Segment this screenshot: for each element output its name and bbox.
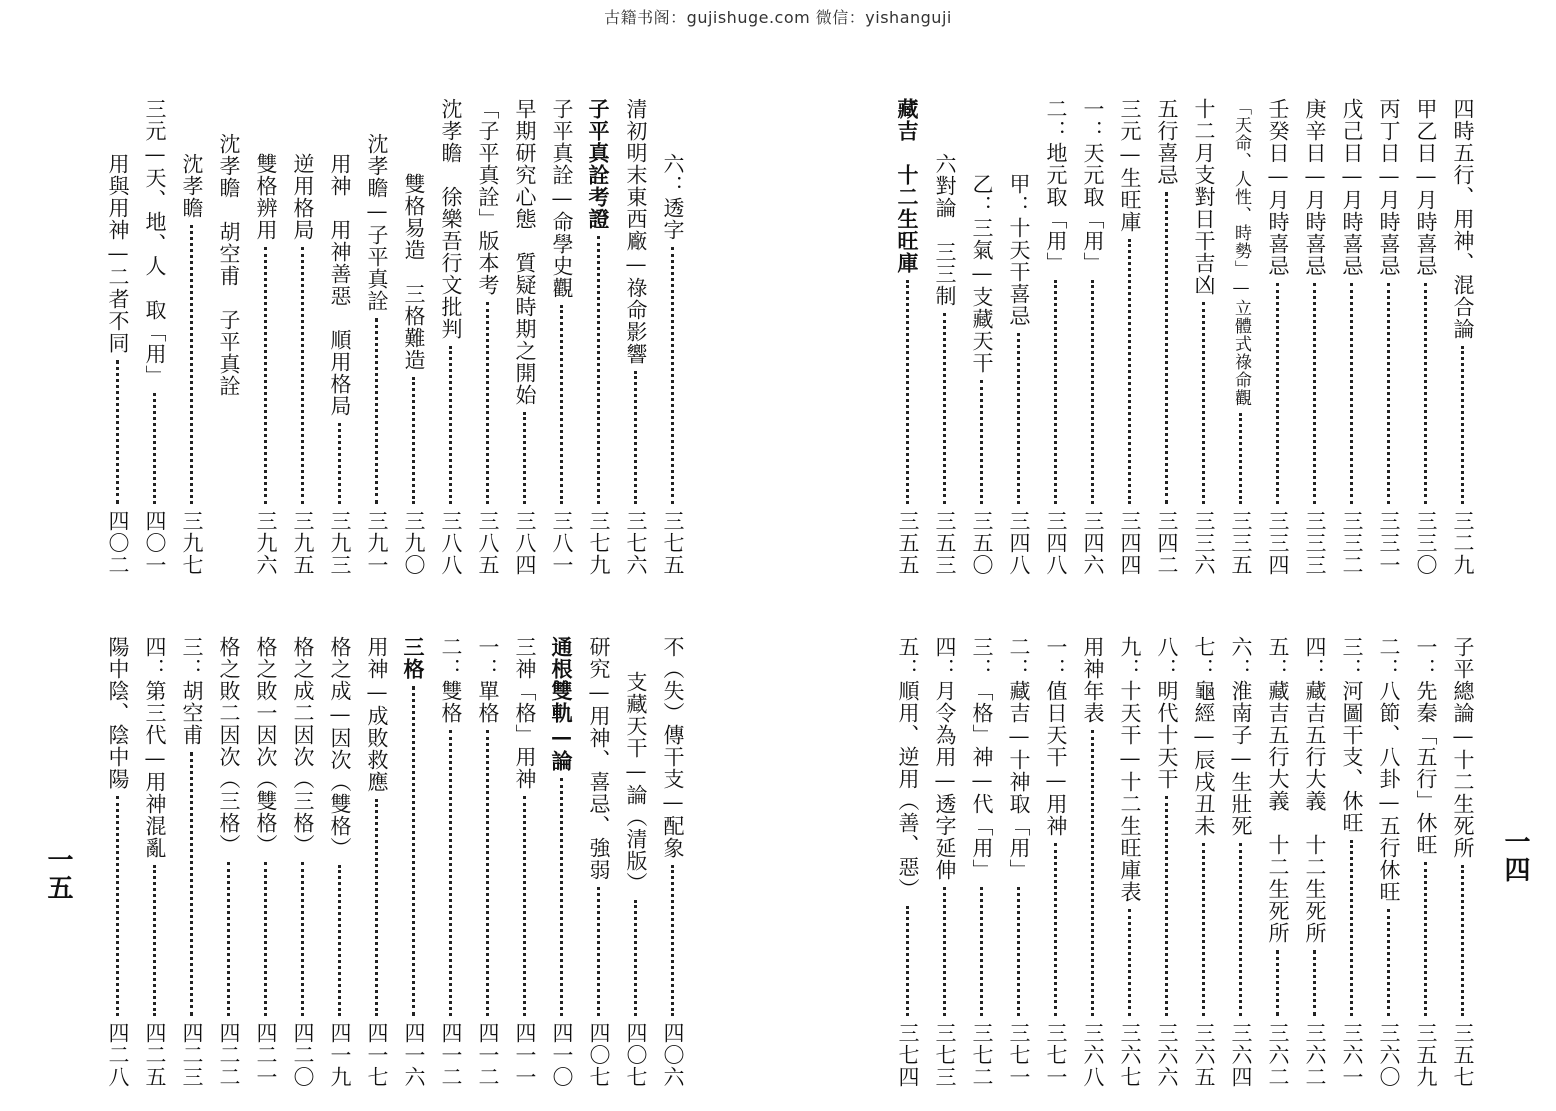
entry-title: 戊己日—月時喜忌: [1340, 98, 1364, 277]
leader-dots: [116, 796, 120, 1016]
toc-entry[interactable]: [586, 636, 611, 1088]
toc-entry[interactable]: [932, 98, 957, 576]
toc-entry[interactable]: [438, 98, 463, 576]
entry-title: 庚辛日—月時喜忌: [1303, 98, 1327, 277]
entry-page: 三六七: [1118, 1022, 1142, 1088]
entry-title: 甲：十天干喜忌: [1007, 173, 1031, 327]
entry-page: 三九六: [254, 510, 278, 576]
toc-entry[interactable]: [364, 98, 389, 576]
leader-dots: [1313, 283, 1317, 504]
leader-dots: [116, 360, 120, 504]
entry-page: 三三三: [1303, 510, 1327, 576]
entry-title: 沈孝瞻 胡空甫 子平真詮: [217, 133, 241, 397]
entry-page: 三四四: [1118, 510, 1142, 576]
toc-entry[interactable]: [475, 636, 500, 1088]
entry-title: 二：藏吉—十神取「用」: [1007, 636, 1031, 881]
leader-dots: [1128, 239, 1132, 504]
entry-title: 七：龜經—辰戌丑未: [1192, 636, 1216, 837]
leader-dots: [634, 900, 638, 1016]
leader-dots: [671, 247, 675, 504]
entry-page: 四一二: [439, 1022, 463, 1088]
entry-title: 逆用格局: [291, 153, 315, 241]
leader-dots: [338, 865, 342, 1016]
toc-entry[interactable]: [1228, 98, 1253, 576]
entry-title: 格之成二因次（三格）: [291, 636, 315, 856]
entry-title: 沈孝瞻: [180, 153, 204, 219]
entry-title: 八：明代十天干: [1155, 636, 1179, 790]
entry-page: 三三六: [1192, 510, 1216, 576]
leader-dots: [375, 799, 379, 1016]
toc-entry[interactable]: [1043, 636, 1068, 1088]
entry-page: 三五七: [1451, 1022, 1475, 1088]
leader-dots: [523, 412, 527, 504]
toc-entry[interactable]: [623, 98, 648, 576]
leader-dots: [1128, 909, 1132, 1016]
toc-entry[interactable]: [401, 636, 426, 1088]
entry-title: 三神「格」用神: [513, 636, 537, 790]
entry-title: 子平真詮—命學史觀: [550, 98, 574, 299]
toc-entry[interactable]: [327, 98, 352, 576]
leader-dots: [1424, 862, 1428, 1016]
entry-page: 三五九: [1414, 1022, 1438, 1088]
entry-title: 五行喜忌: [1155, 98, 1179, 186]
entry-title: 五：順用、逆用（善、惡）: [896, 636, 920, 900]
toc-entry[interactable]: [1043, 98, 1068, 576]
toc-entry[interactable]: [216, 98, 241, 576]
toc-entry[interactable]: [1117, 98, 1142, 576]
entry-title: 清初明末東西廠—祿命影響: [624, 98, 648, 365]
leader-dots: [1165, 192, 1169, 504]
entry-page: 三八八: [439, 510, 463, 576]
entry-title: 四：月令為用—透字延伸: [933, 636, 957, 881]
toc-entry[interactable]: [1413, 636, 1438, 1088]
leader-dots: [449, 730, 453, 1016]
entry-page: 三七六: [624, 510, 648, 576]
entry-title: 沈孝瞻 徐樂吾行文批判: [439, 98, 463, 340]
leader-dots: [486, 730, 490, 1016]
entry-title: 一：單格: [476, 636, 500, 724]
toc-entry[interactable]: [364, 636, 389, 1088]
entry-title: 用神年表: [1081, 636, 1105, 724]
entry-title: 子平總論—十二生死所: [1451, 636, 1475, 859]
toc-entry[interactable]: [895, 636, 920, 1088]
entry-page: 三三一: [1377, 510, 1401, 576]
toc-entry[interactable]: [1413, 98, 1438, 576]
entry-page: 四二一: [254, 1022, 278, 1088]
toc-entry[interactable]: [1228, 636, 1253, 1088]
entry-title: 三元—天、地、人 取「用」: [143, 98, 167, 387]
entry-title: 十二月支對日干吉凶: [1192, 98, 1216, 296]
entry-title: 子平真詮考證: [586, 98, 611, 230]
toc-entry[interactable]: [512, 98, 537, 576]
entry-title: 一：先秦「五行」休旺: [1414, 636, 1438, 856]
leader-dots: [449, 346, 453, 504]
entry-title: 六：淮南子—生壯死: [1229, 636, 1253, 837]
toc-right-top: [860, 98, 1475, 576]
entry-page: 四〇七: [624, 1022, 648, 1088]
entry-title: 一：值日天干—用神: [1044, 636, 1068, 837]
leader-dots: [412, 686, 416, 1016]
entry-page: 三四八: [1044, 510, 1068, 576]
leader-dots: [338, 423, 342, 504]
leader-dots: [227, 862, 231, 1016]
entry-page: 三九一: [365, 510, 389, 576]
leader-dots: [943, 887, 947, 1016]
toc-entry[interactable]: [1302, 636, 1327, 1088]
leader-dots: [1165, 796, 1169, 1016]
toc-entry[interactable]: [1450, 636, 1475, 1088]
entry-page: 三六〇: [1377, 1022, 1401, 1088]
entry-page: 三三二: [1340, 510, 1364, 576]
leader-dots: [190, 225, 194, 504]
entry-page: 三六八: [1081, 1022, 1105, 1088]
entry-page: 三五〇: [970, 510, 994, 576]
toc-entry[interactable]: [549, 636, 574, 1088]
entry-page: 三七一: [1007, 1022, 1031, 1088]
entry-page: 三九三: [328, 510, 352, 576]
entry-title: 雙格易造 三格難造: [402, 173, 426, 371]
toc-entry[interactable]: [932, 636, 957, 1088]
entry-page: 三七一: [1044, 1022, 1068, 1088]
leader-dots: [1017, 887, 1021, 1016]
toc-entry[interactable]: [623, 636, 648, 1088]
entry-page: 三九七: [180, 510, 204, 576]
toc-entry[interactable]: [1376, 636, 1401, 1088]
leader-dots: [560, 778, 564, 1016]
entry-page: 四二二: [217, 1022, 241, 1088]
entry-page: 三六一: [1340, 1022, 1364, 1088]
toc-left-top: [70, 98, 685, 576]
entry-page: 四一七: [365, 1022, 389, 1088]
entry-title: 壬癸日—月時喜忌: [1266, 98, 1290, 277]
leader-dots: [1276, 283, 1280, 504]
toc-right-bottom: [860, 636, 1475, 1088]
entry-page: 四〇七: [587, 1022, 611, 1088]
toc-entry[interactable]: [290, 98, 315, 576]
toc-entry[interactable]: [1302, 98, 1327, 576]
leader-dots: [1239, 413, 1243, 504]
entry-title: 一：天元取「用」: [1081, 98, 1105, 274]
entry-page: 三三〇: [1414, 510, 1438, 576]
entry-title: 丙丁日—月時喜忌: [1377, 98, 1401, 277]
toc-entry[interactable]: [660, 636, 685, 1088]
toc-entry[interactable]: [438, 636, 463, 1088]
entry-title: 四：第三代—用神混亂: [143, 636, 167, 859]
toc-entry[interactable]: [969, 98, 994, 576]
leader-dots: [486, 302, 490, 504]
leader-dots: [1387, 283, 1391, 504]
entry-title: 研究—用神、喜忌、強弱: [587, 636, 611, 881]
leader-dots: [597, 887, 601, 1016]
entry-title: 五：藏吉五行大義 十二生死所: [1266, 636, 1290, 944]
entry-title: 三：胡空甫: [180, 636, 204, 746]
entry-title: 格之成—因次（雙格）: [328, 636, 352, 859]
leader-dots: [1350, 283, 1354, 504]
entry-title: 甲乙日—月時喜忌: [1414, 98, 1438, 277]
entry-title: 「子平真詮」版本考: [476, 98, 500, 296]
leader-dots: [980, 380, 984, 504]
leader-dots: [264, 247, 268, 504]
entry-title: 雙格辨用: [254, 153, 278, 241]
entry-title: 不（失）傳干支—配象: [661, 636, 685, 859]
entry-page: 三九五: [291, 510, 315, 576]
entry-page: 三八四: [513, 510, 537, 576]
toc-entry[interactable]: [253, 636, 278, 1088]
toc-entry[interactable]: [475, 98, 500, 576]
toc-entry[interactable]: [660, 98, 685, 576]
toc-entry[interactable]: [1006, 636, 1031, 1088]
entry-page: 三七二: [970, 1022, 994, 1088]
toc-entry[interactable]: [512, 636, 537, 1088]
entry-page: 三七九: [587, 510, 611, 576]
toc-entry[interactable]: [1117, 636, 1142, 1088]
entry-page: 四〇二: [106, 510, 130, 576]
toc-entry[interactable]: [969, 636, 994, 1088]
toc-entry[interactable]: [1154, 636, 1179, 1088]
leader-dots: [1350, 840, 1354, 1016]
leader-dots: [153, 865, 157, 1016]
entry-page: 三三五: [1229, 510, 1253, 576]
entry-title: 九：十天干—十二生旺庫表: [1118, 636, 1142, 903]
entry-page: 四〇一: [143, 510, 167, 576]
toc-entry[interactable]: [549, 98, 574, 576]
toc-entry[interactable]: [1080, 636, 1105, 1088]
entry-title: 用神—成敗救應: [365, 636, 389, 793]
leader-dots: [190, 752, 194, 1016]
leader-dots: [412, 377, 416, 504]
entry-page: 四一〇: [550, 1022, 574, 1088]
entry-title: 陽中陰、陰中陽: [106, 636, 130, 790]
leader-dots: [560, 305, 564, 504]
page-number-left: 一五: [43, 846, 73, 902]
entry-title: 通根雙軌—論: [549, 636, 574, 772]
entry-title: 乙：三氣—支藏天干: [970, 173, 994, 374]
leader-dots: [1461, 346, 1465, 504]
toc-entry[interactable]: [290, 636, 315, 1088]
entry-title: 三元—生旺庫: [1118, 98, 1142, 233]
toc-entry[interactable]: [1080, 98, 1105, 576]
entry-title: 格之敗一因次（雙格）: [254, 636, 278, 856]
entry-page: 四二〇: [291, 1022, 315, 1088]
leader-dots: [634, 371, 638, 504]
leader-dots: [671, 865, 675, 1016]
leader-dots: [375, 318, 379, 504]
leader-dots: [1424, 283, 1428, 504]
entry-title: 格之敗二因次（三格）: [217, 636, 241, 856]
toc-entry[interactable]: [105, 636, 130, 1088]
entry-title: 用神 用神善惡 順用格局: [328, 153, 352, 417]
entry-page: 三六六: [1155, 1022, 1179, 1088]
leader-dots: [1313, 950, 1317, 1016]
leader-dots: [906, 280, 910, 504]
entry-title: 六對論 三三制: [933, 153, 957, 307]
toc-entry[interactable]: [1191, 636, 1216, 1088]
leader-dots: [980, 887, 984, 1016]
entry-page: 三七三: [933, 1022, 957, 1088]
entry-title: 二：雙格: [439, 636, 463, 724]
entry-page: 三五三: [933, 510, 957, 576]
entry-title: 二：地元取「用」: [1044, 98, 1068, 274]
leader-dots: [906, 906, 910, 1016]
toc-entry[interactable]: [216, 636, 241, 1088]
toc-entry[interactable]: [1006, 98, 1031, 576]
entry-page: 四二五: [143, 1022, 167, 1088]
toc-entry[interactable]: [1450, 98, 1475, 576]
entry-page: 三四二: [1155, 510, 1179, 576]
leader-dots: [1054, 280, 1058, 504]
entry-page: 四二三: [180, 1022, 204, 1088]
entry-title: 用與用神—二者不同: [106, 153, 130, 354]
watermark-header: 古籍书阁：gujishuge.com 微信：yishanguji: [604, 8, 952, 27]
toc-entry[interactable]: [1339, 636, 1364, 1088]
leader-dots: [153, 393, 157, 504]
entry-page: 四一一: [513, 1022, 537, 1088]
toc-entry[interactable]: [586, 98, 611, 576]
entry-page: 四一二: [476, 1022, 500, 1088]
leader-dots: [1091, 280, 1095, 504]
entry-title: 四時五行、用神、混合論: [1451, 98, 1475, 340]
entry-page: 三三四: [1266, 510, 1290, 576]
toc-entry[interactable]: [142, 636, 167, 1088]
entry-page: 四一六: [402, 1022, 426, 1088]
entry-page: 三八一: [550, 510, 574, 576]
leader-dots: [301, 862, 305, 1016]
entry-page: 三七五: [661, 510, 685, 576]
toc-entry[interactable]: [179, 636, 204, 1088]
leader-dots: [1054, 843, 1058, 1016]
entry-page: 四二八: [106, 1022, 130, 1088]
leader-dots: [301, 247, 305, 504]
toc-entry[interactable]: [253, 98, 278, 576]
entry-page: 三六二: [1266, 1022, 1290, 1088]
page-number-right: 一四: [1500, 828, 1530, 884]
toc-entry[interactable]: [142, 98, 167, 576]
entry-title: 沈孝瞻—子平真詮: [365, 133, 389, 312]
toc-entry[interactable]: [401, 98, 426, 576]
toc-entry[interactable]: [179, 98, 204, 576]
entry-title: 四：藏吉五行大義 十二生死所: [1303, 636, 1327, 944]
leader-dots: [1461, 865, 1465, 1016]
entry-title: 「天命、人性、時勢」—立體式祿命觀: [1231, 98, 1251, 407]
toc-entry[interactable]: [105, 98, 130, 576]
entry-title: 三格: [401, 636, 426, 680]
leader-dots: [1202, 302, 1206, 504]
leader-dots: [1091, 730, 1095, 1016]
leader-dots: [1276, 950, 1280, 1016]
entry-page: 三六五: [1192, 1022, 1216, 1088]
leader-dots: [943, 313, 947, 504]
entry-page: 三五五: [896, 510, 920, 576]
entry-page: 三二九: [1451, 510, 1475, 576]
toc-entry[interactable]: [327, 636, 352, 1088]
toc-entry[interactable]: [1154, 98, 1179, 576]
entry-page: 三四六: [1081, 510, 1105, 576]
entry-title: 支藏天干—論（清版）: [624, 671, 648, 894]
toc-entry[interactable]: [1265, 636, 1290, 1088]
leader-dots: [264, 862, 268, 1016]
entry-page: 三七四: [896, 1022, 920, 1088]
toc-entry[interactable]: [1265, 98, 1290, 576]
entry-page: 三四八: [1007, 510, 1031, 576]
leader-dots: [1202, 843, 1206, 1016]
entry-title: 六：透字: [661, 153, 685, 241]
entry-title: 早期研究心態 質疑時期之開始: [513, 98, 537, 406]
entry-page: 三八五: [476, 510, 500, 576]
leader-dots: [597, 236, 601, 504]
toc-entry[interactable]: [895, 98, 920, 576]
toc-entry[interactable]: [1376, 98, 1401, 576]
entry-page: 四〇六: [661, 1022, 685, 1088]
toc-entry[interactable]: [1339, 98, 1364, 576]
entry-title: 三：「格」神—代「用」: [970, 636, 994, 881]
toc-left-bottom: [70, 636, 685, 1088]
entry-page: 三六四: [1229, 1022, 1253, 1088]
leader-dots: [1387, 909, 1391, 1016]
leader-dots: [1017, 333, 1021, 504]
entry-page: 四一九: [328, 1022, 352, 1088]
leader-dots: [1239, 843, 1243, 1016]
leader-dots: [523, 796, 527, 1016]
entry-page: 三九〇: [402, 510, 426, 576]
entry-title: 藏吉 十二生旺庫: [895, 98, 920, 274]
entry-title: 二：八節、八卦—五行休旺: [1377, 636, 1401, 903]
entry-page: 三六二: [1303, 1022, 1327, 1088]
entry-title: 三：河圖干支、休旺: [1340, 636, 1364, 834]
toc-entry[interactable]: [1191, 98, 1216, 576]
